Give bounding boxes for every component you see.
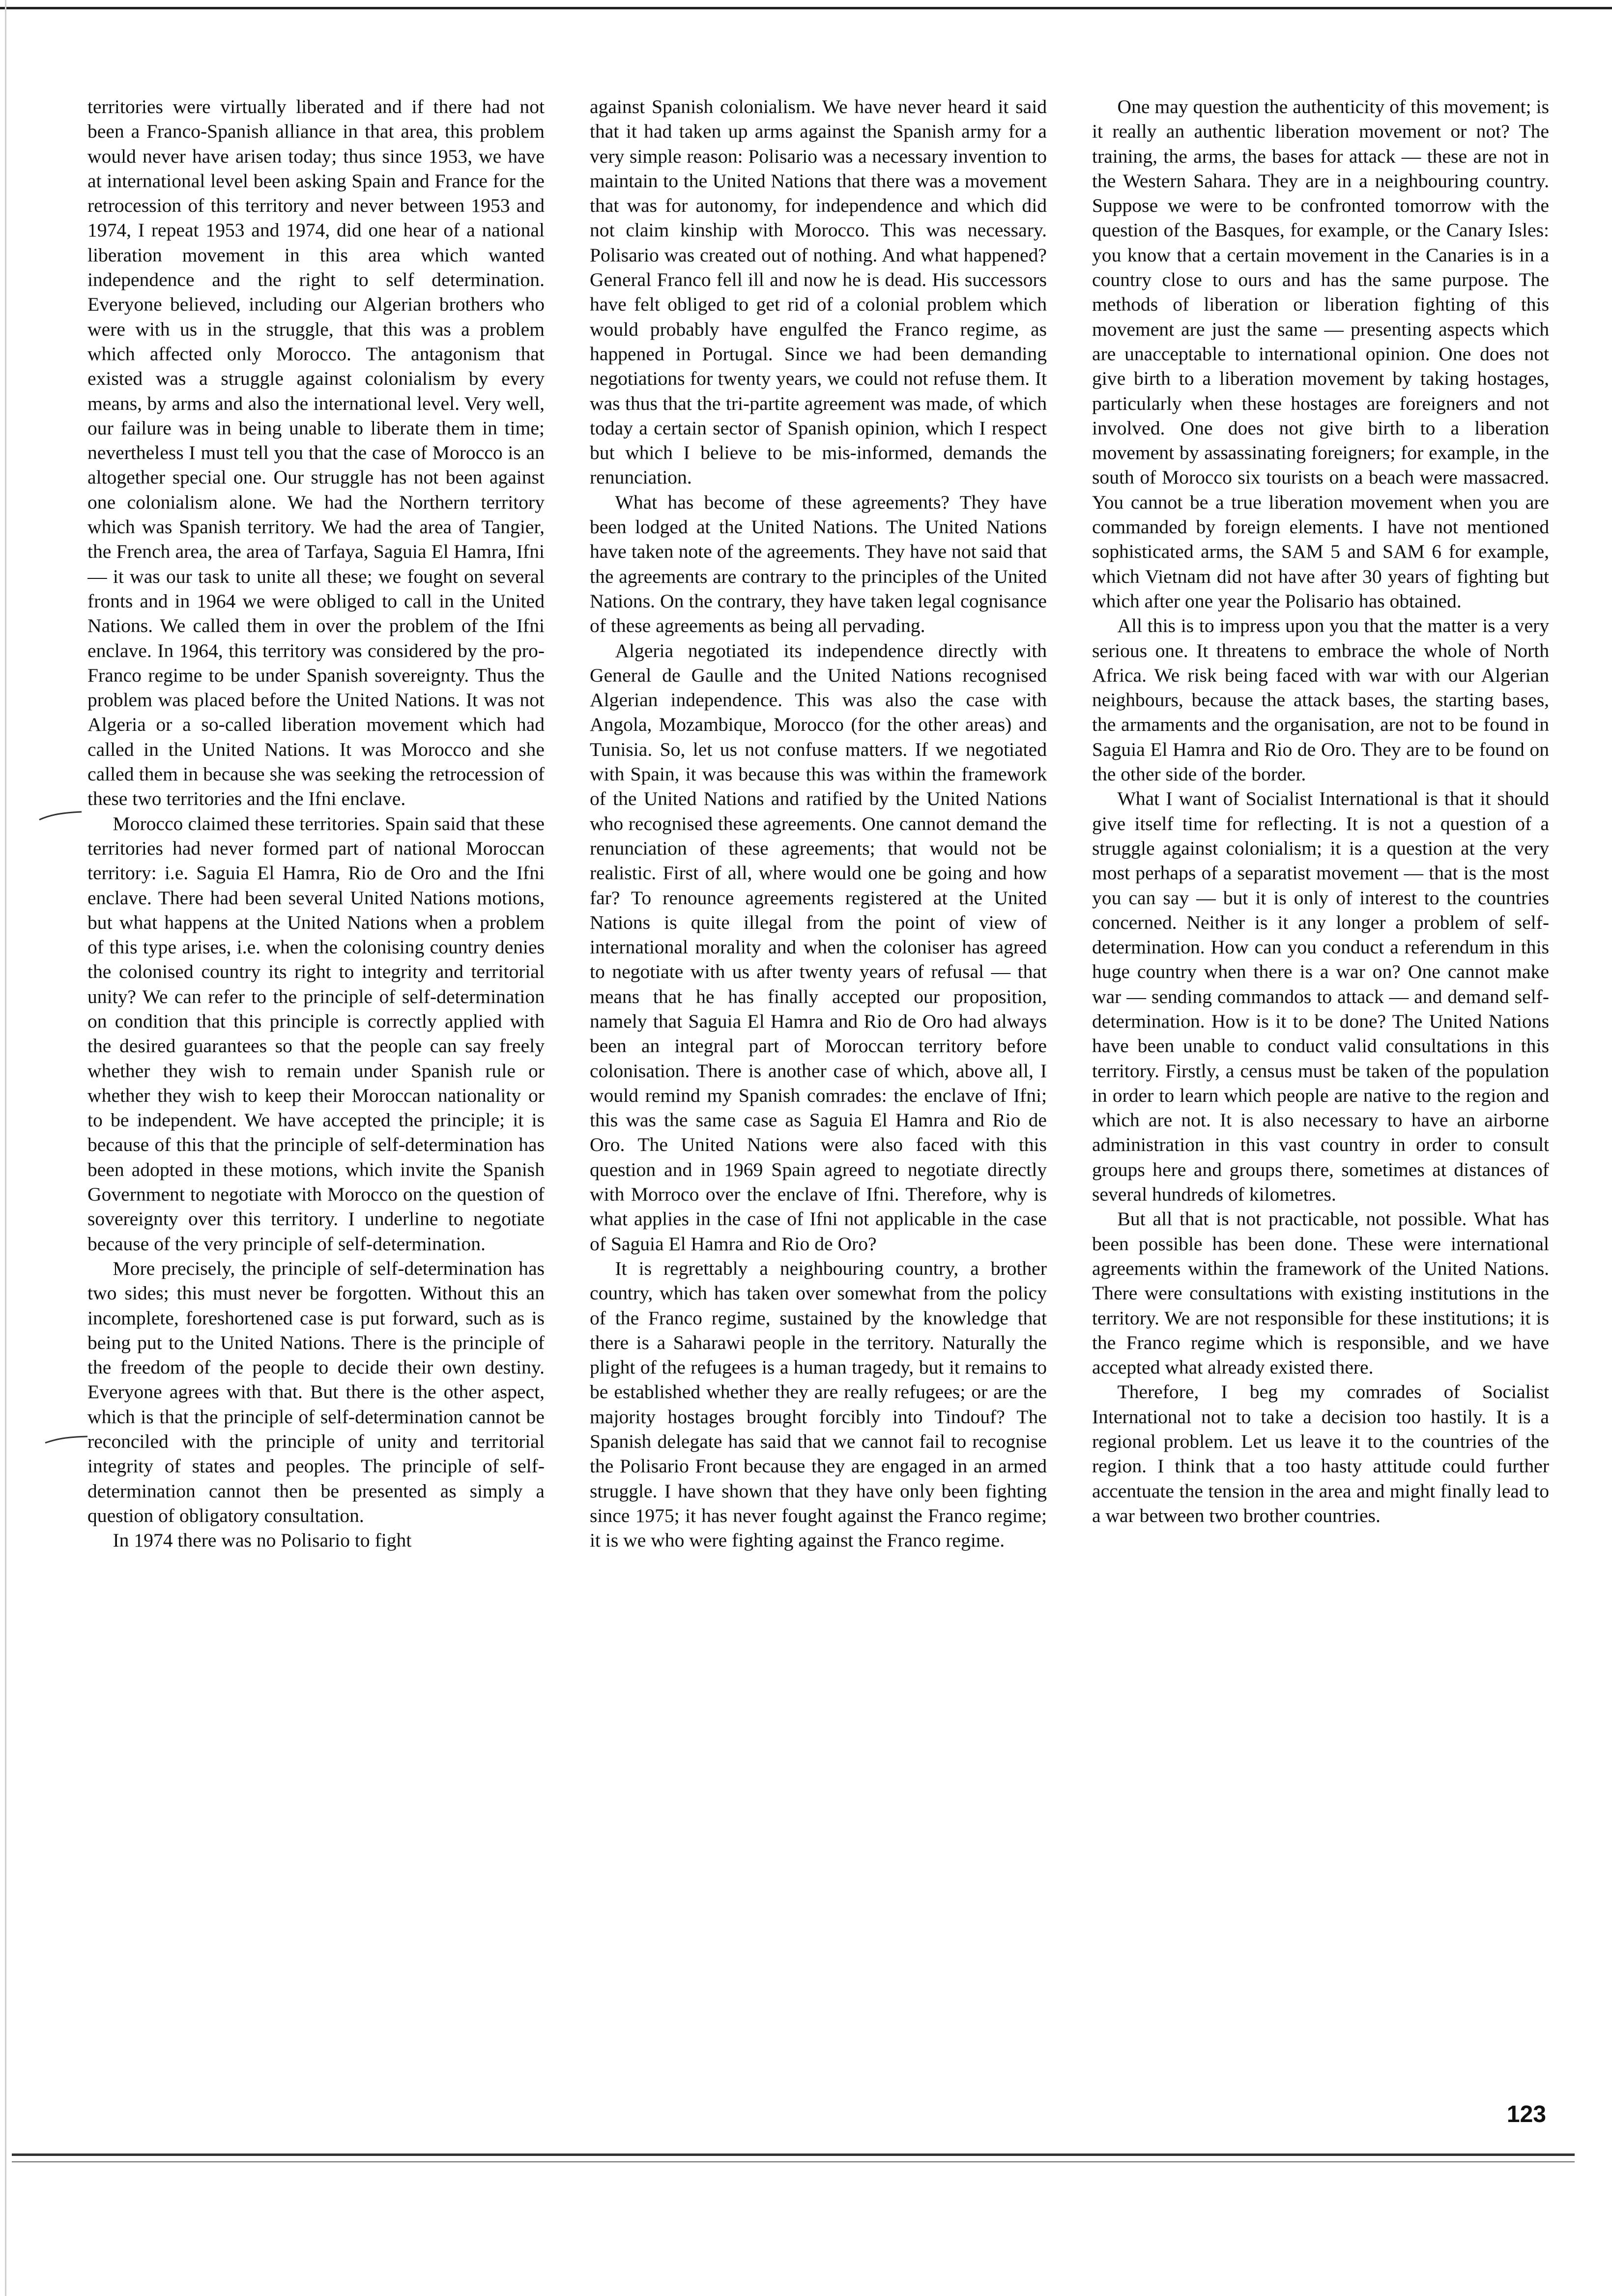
paragraph: Algeria negotiated its independence directly with General de Gaulle and the United Nations recognised Algerian independence. This was also the case with Angola, Mozambique, Morocco (for the other areas) and Tunisia. So, let us not confuse matters. If we negotiated with Spain, it was because this was within the framework of the United Nations and ratified by the United Nations who recognised these agreements. One cannot demand the renunciation of these agreements; that would not be realistic. First of all, where would one be going and how far? To renounce agreements registered at the United Nations is quite illegal from the point of view of international morality and when the coloniser has agreed to negotiate with us after twenty years of refusal — that means that he has finally accepted our proposition, namely that Saguia El Hamra and Rio de Oro had always been an integral part of Moroccan territory before colonisation. There is another case of which, above all, I would remind my Spanish comrades: the enclave of Ifni; this was the same case as Saguia El Hamra and Rio de Oro. The United Nations were also faced with this question and in 1969 Spain agreed to negotiate directly with Morroco over the enclave of Ifni. Therefore, why is what applies in the case of Ifni not applicable in the case of Saguia El Hamra and Rio de Oro? — [590, 639, 1047, 1255]
bottom-rule — [12, 2153, 1575, 2156]
page-number: 123 — [1506, 2101, 1546, 2127]
page-edge — [5, 0, 6, 2296]
paragraph: It is regrettably a neighbouring country, a brother country, which has taken over somewhat from the policy of the Franco regime, sustained by the knowledge that there is a Saharawi people in the territory. Naturally the plight of the refugees is a human tragedy, but it remains to be established whether they are really refugees; or are the majority hostages brought forcibly into Tindouf? The Spanish delegate has said that we cannot fail to recognise the Polisario Front because they are engaged in an armed struggle. I have shown that they have only been fighting since 1975; it has never fought against the Franco regime; it is we who were fighting against the Franco regime. — [590, 1257, 1047, 1551]
paragraph: All this is to impress upon you that the matter is a very serious one. It threatens to embrace the whole of North Africa. We risk being faced with war with our Algerian neighbours, because the attack bases, the starting bases, the armaments and the organisation, are not to be found in Saguia El Hamra and Rio de Oro. They are to be found on the other side of the border. — [1092, 615, 1549, 785]
paragraph: Therefore, I beg my comrades of Socialist International not to take a decision too hastily. It is a regional problem. Let us leave it to the countries of the region. I think that a too hasty attitude could further accentuate the tension in the area and might finally lead to a war between two brother countries. — [1092, 1381, 1549, 1526]
paragraph: Morocco claimed these territories. Spain said that these territories had never formed part of national Moroccan territory: i.e. Saguia El Hamra, Rio de Oro and the Ifni enclave. There had been several United Nations motions, but what happens at the United Nations when a problem of this type arises, i.e. when the colonising country denies the colonised country its right to integrity and territorial unity? We can refer to the principle of self-determination on condition that this principle is correctly applied with the desired guarantees so that the people can say freely whether they wish to remain under Spanish rule or whether they wish to keep their Moroccan nationality or to be independent. We have accepted the principle; it is because of this that the principle of self-determination has been adopted in these motions, which invite the Spanish Government to negotiate with Morocco on the question of sovereignty over this territory. I underline to negotiate because of the very principle of self-determination. — [87, 812, 545, 1255]
paragraph: What I want of Socialist International is that it should give itself time for reflecting. It is not a question of a struggle against colonialism; it is a question at the very most perhaps of a separatist movement — that is the most you can say — but it is only of interest to the countries concerned. Neither is it any longer a problem of self-determination. How can you conduct a referendum in this huge country when there is a war on? One cannot make war — sending commandos to attack — and demand self-determination. How is it to be done? The United Nations have been unable to conduct valid consultations in this territory. Firstly, a census must be taken of the population in order to learn which people are native to the region and which are not. It is also necessary to have an airborne administration in this vast country in order to consult groups here and groups there, sometimes at distances of several hundreds of kilometres. — [1092, 788, 1549, 1205]
text-column-3 — [1092, 94, 1549, 2090]
text-column-1 — [87, 94, 545, 2090]
bottom-rule — [12, 2161, 1575, 2162]
paragraph: against Spanish colonialism. We have never heard it said that it had taken up arms against the Spanish army for a very simple reason: Polisario was a necessary invention to maintain to the United Nations that there was a movement that was for autonomy, for independence and which did not claim kinship with Morocco. This was necessary. Polisario was created out of nothing. And what happened? General Franco fell ill and now he is dead. His successors have felt obliged to get rid of a colonial problem which would probably have engulfed the Franco regime, as happened in Portugal. Since we had been demanding negotiations for twenty years, we could not refuse them. It was thus that the tri-partite agreement was made, of which today a certain sector of Spanish opinion, which I respect but which I believe to be mis-informed, demands the renunciation. — [590, 96, 1047, 488]
text-column-2 — [590, 94, 1047, 2090]
paragraph: In 1974 there was no Polisario to fight — [113, 1529, 412, 1551]
paragraph: territories were virtually liberated and if there had not been a Franco-Spanish alliance in that area, this problem would never have arisen today; thus since 1953, we have at international level been asking Spain and France for the retrocession of this territory and never between 1953 and 1974, I repeat 1953 and 1974, did one hear of a national liberation movement in this area which wanted independence and the right to self determination. Everyone believed, including our Algerian brothers who were with us in the struggle, that this was a problem which affected only Morocco. The antagonism that existed was a struggle against colonialism by every means, by arms and also the international level. Very well, our failure was in being unable to liberate them in time; nevertheless I must tell you that the case of Morocco is an altogether special one. Our struggle has not been against one colonialism alone. We had the Northern territory which was Spanish territory. We had the area of Tangier, the French area, the area of Tarfaya, Saguia El Hamra, Ifni — it was our task to unite all these; we fought on several fronts and in 1964 we were obliged to call in the United Nations. We called them in over the problem of the Ifni enclave. In 1964, this territory was considered by the pro-Franco regime to be under Spanish sovereignty. Thus the problem was placed before the United Nations. It was not Algeria or a so-called liberation movement which had called in the United Nations. It was Morocco and she called them in because she was seeking the retrocession of these two territories and the Ifni enclave. — [87, 96, 545, 810]
paragraph: One may question the authenticity of this movement; is it really an authentic liberation movement or not? The training, the arms, the bases for attack — these are not in the Western Sahara. They are in a neighbouring country. Suppose we were to be confronted tomorrow with the question of the Basques, for example, or the Canary Isles: you know that a certain movement in the Canaries is in a country close to ours and has the same purpose. The methods of liberation or liberation fighting of this movement are just the same — presenting aspects which are unacceptable to international opinion. One does not give birth to a liberation movement by taking hostages, particularly when these hostages are foreigners and not involved. One does not give birth to a liberation movement by assassinating foreigners; for example, in the south of Morocco six tourists on a beach were massacred. You cannot be a true liberation movement when you are commanded by foreign elements. I have not mentioned sophisticated arms, the SAM 5 and SAM 6 for example, which Vietnam did not have after 30 years of fighting but which after one year the Polisario has obtained. — [1092, 96, 1549, 612]
pen-mark — [38, 811, 83, 821]
paragraph: More precisely, the principle of self-determination has two sides; this must never be forgotten. Without this an incomplete, foreshortened case is put forward, such as is being put to the United Nations. There is the principle of the freedom of the people to decide their own destiny. Everyone agrees with that. But there is the other aspect, which is that the principle of self-determination cannot be reconciled with the principle of unity and territorial integrity of states and peoples. The principle of self-determination cannot then be presented as simply a question of obligatory consultation. — [87, 1257, 545, 1526]
top-rule — [0, 7, 1612, 9]
pen-mark — [44, 1435, 88, 1445]
paragraph: What has become of these agreements? They have been lodged at the United Nations. The United Nations have taken note of the agreements. They have not said that the agreements are contrary to the principles of the United Nations. On the contrary, they have taken legal cognisance of these agreements as being all pervading. — [590, 491, 1047, 637]
paragraph: But all that is not practicable, not possible. What has been possible has been done. These were international agreements within the framework of the United Nations. There were consultations with existing institutions in the territory. We are not responsible for these institutions; it is the Franco regime which is responsible, and we have accepted what already existed there. — [1092, 1208, 1549, 1378]
